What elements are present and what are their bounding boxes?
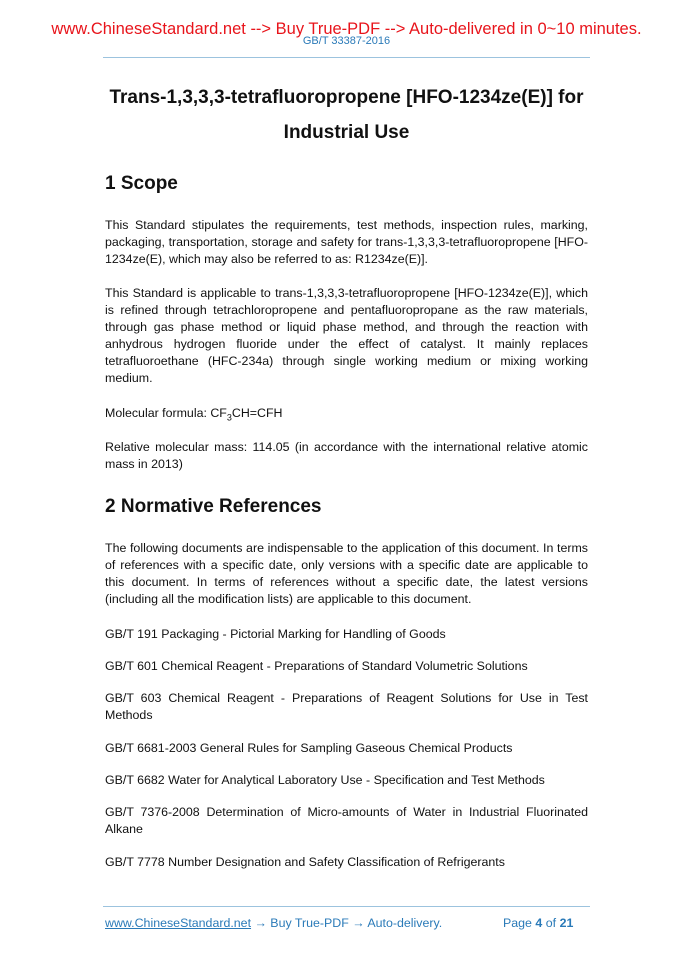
current-page: 4: [535, 916, 543, 930]
reference-item: GB/T 601 Chemical Reagent - Preparations of Standard Volumetric Solutions: [105, 659, 528, 673]
footer-promo: [105, 916, 442, 930]
reference-item: GB/T 6682 Water for Analytical Laboratory Use - Specification and Test Methods: [105, 773, 545, 787]
formula-label: Molecular formula: CF: [105, 406, 227, 420]
reference-item: GB/T 7376-2008 Determination of Micro-amounts of Water in Industrial Fluorinated Alkane: [105, 805, 588, 836]
footer-promo-text: → Buy True-PDF → Auto-delivery.: [251, 916, 443, 930]
footer-divider: [103, 906, 590, 907]
footer-link[interactable]: www.ChineseStandard.net: [105, 916, 252, 930]
document-number: GB/T 33387-2016: [302, 35, 391, 47]
promo-banner[interactable]: www.ChineseStandard.net --> Buy True-PDF --> Auto-delivered in 0~10 minutes.: [51, 20, 642, 38]
formula-rest: CH=CFH: [231, 406, 283, 420]
reference-item: GB/T 6681-2003 General Rules for Sampling Gaseous Chemical Products: [105, 741, 513, 755]
molecular-formula: [105, 405, 588, 426]
formula-subscript: 3: [226, 412, 232, 423]
title-line-2: Industrial Use: [283, 122, 410, 143]
scope-paragraph-2: This Standard is applicable to trans-1,3,3,3-tetrafluoropropene [HFO-1234ze(E)], which is refined through tetrachloropropene and pentafluoropropane as the raw materials, through gas phase method or liquid phase method, and through the reaction with anhydrous hydrogen fluoride under the effect of catalyst. It mainly replaces tetrafluoroethane (HFC-234a) through single working medium or mixing working medium.: [105, 286, 588, 385]
molecular-mass: Relative molecular mass: 114.05 (in accordance with the international relative atomic mass in 2013): [105, 440, 588, 471]
section-2-heading: 2 Normative References: [105, 496, 322, 517]
section-1-heading: 1 Scope: [105, 173, 178, 194]
title-line-1: Trans-1,3,3,3-tetrafluoropropene [HFO-1234ze(E)] for: [109, 87, 584, 108]
references-intro: The following documents are indispensable to the application of this document. In terms of references with a specific date, only versions with a specific date are applicable to this document. In terms of references without a specific date, the latest versions (including all the modification lists) are applicable to this document.: [105, 541, 588, 606]
page-of: of: [545, 916, 557, 930]
reference-item: GB/T 7778 Number Designation and Safety Classification of Refrigerants: [105, 855, 505, 869]
scope-paragraph-1: This Standard stipulates the requirements, test methods, inspection rules, marking, packaging, transportation, storage and safety for trans-1,3,3,3-tetrafluoropropene [HFO-1234ze(E), which may also be referred to as: R1234ze(E)].: [105, 218, 588, 266]
reference-item: GB/T 603 Chemical Reagent - Preparations of Reagent Solutions for Use in Test Methods: [105, 691, 588, 722]
header-divider: [103, 57, 590, 58]
reference-item: GB/T 191 Packaging - Pictorial Marking for Handling of Goods: [105, 627, 446, 641]
page-label: Page: [503, 916, 532, 930]
total-pages: 21: [559, 916, 574, 930]
page-indicator: [503, 916, 573, 930]
